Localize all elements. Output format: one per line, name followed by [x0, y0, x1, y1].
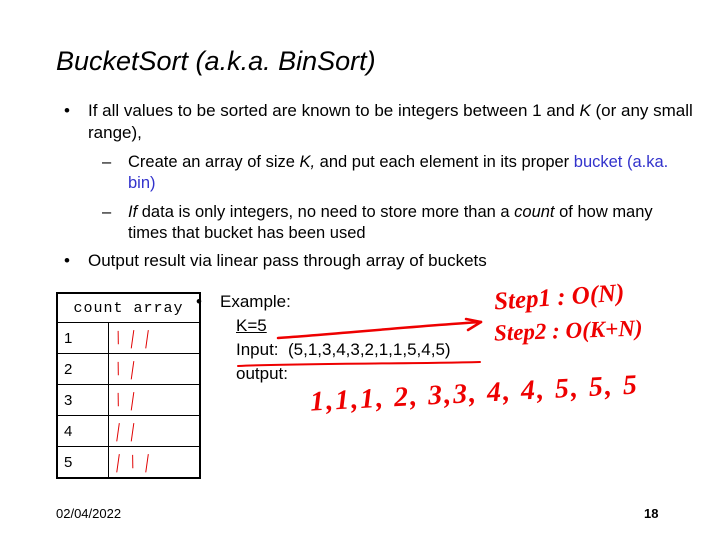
handwritten-underline	[236, 360, 482, 370]
tally-marks: \ | |	[113, 326, 154, 349]
bullet-marker: •	[64, 101, 70, 120]
bullet-2-text: Output result via linear pass through array of buckets	[88, 251, 487, 270]
bucket-link-text: bucket (a.ka. bin)	[128, 153, 669, 192]
input-label: Input:	[236, 340, 279, 359]
bullet-1-k: K	[579, 101, 591, 120]
handwritten-arrow-icon	[276, 316, 490, 344]
sub-2-count: count	[514, 203, 555, 221]
bullet-item-1	[56, 100, 696, 144]
bucket-index: 3	[57, 385, 109, 416]
bucket-tally	[109, 447, 201, 479]
count-array-table	[56, 292, 201, 479]
annotation-output: 1,1,1, 2, 3,3, 4, 4, 5, 5, 5	[309, 369, 640, 418]
sub-2-if: If	[128, 203, 138, 221]
bucket-index: 4	[57, 416, 109, 447]
sub-bullet-item-1	[92, 152, 696, 194]
bullet-marker: •	[64, 251, 70, 270]
sub-bullet-item-2	[92, 202, 696, 244]
tally-marks: \ |	[113, 388, 139, 411]
page-title: BucketSort (a.k.a. BinSort)	[56, 46, 376, 76]
bucket-tally	[109, 385, 201, 416]
example-k-line: K=5	[236, 316, 267, 335]
slide-date: 02/04/2022	[56, 506, 122, 521]
bucket-index: 1	[57, 323, 109, 354]
dash-marker: –	[102, 203, 112, 221]
annotation-step2: Step2 : O(K+N)	[493, 315, 643, 346]
slide-page-number: 18	[644, 506, 659, 521]
bucket-tally	[109, 416, 201, 447]
tally-marks: \ |	[113, 357, 139, 380]
table-row	[57, 416, 200, 447]
tally-marks: | \ |	[113, 450, 154, 473]
table-row	[57, 354, 200, 385]
tally-marks: | |	[113, 419, 139, 442]
bullet-1-text-b: (or any small range),	[88, 101, 693, 142]
dash-marker: –	[102, 153, 112, 171]
input-values: (5,1,3,4,3,2,1,1,5,4,5)	[288, 340, 451, 359]
annotation-step1: Step1 : O(N)	[493, 279, 626, 316]
sub-2-text-b: of how many times that bucket has been used	[128, 203, 653, 242]
sub-2-text-a: data is only integers, no need to store more than a	[137, 203, 515, 221]
bucket-index: 5	[57, 447, 109, 479]
sub-1-text-a: Create an array of size	[128, 153, 300, 171]
sub-1-text-b: and put each element in its proper	[315, 153, 574, 171]
table-row	[57, 385, 200, 416]
bucket-tally	[109, 354, 201, 385]
example-label: Example:	[220, 292, 291, 311]
sub-1-k: K,	[299, 153, 316, 171]
table-header-row	[57, 293, 200, 323]
bullet-marker: •	[196, 292, 202, 311]
bullet-list	[56, 100, 696, 276]
bullet-item-2	[56, 250, 696, 272]
table-row	[57, 323, 200, 354]
table-row	[57, 447, 200, 479]
bucket-index: 2	[57, 354, 109, 385]
bucket-tally	[109, 323, 201, 354]
bullet-1-text-a: If all values to be sorted are known to be integers between 1 and	[88, 101, 580, 120]
example-output-label: output:	[236, 364, 288, 383]
count-array-header: count array	[57, 293, 200, 323]
